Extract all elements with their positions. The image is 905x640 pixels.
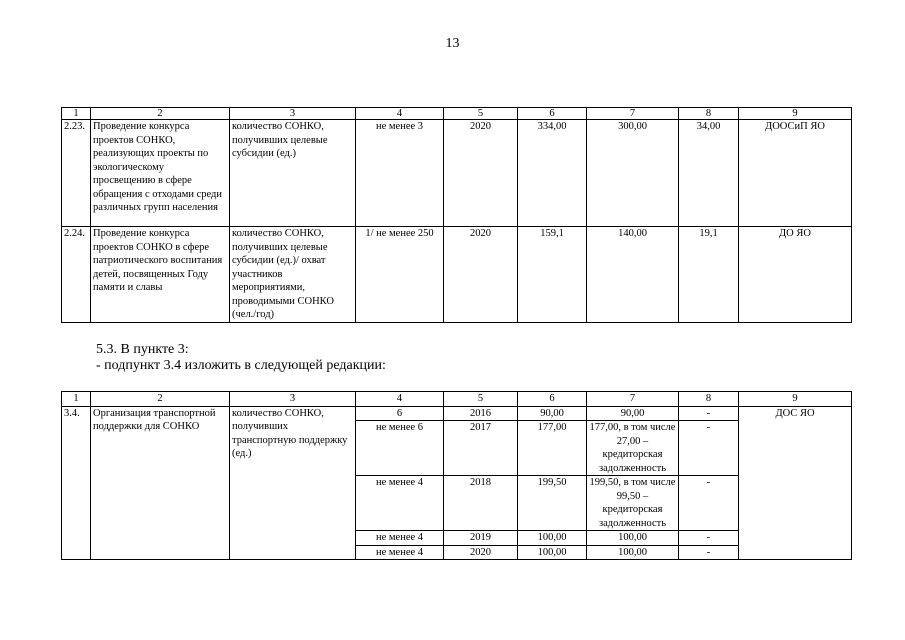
page-number: 13 <box>445 36 460 51</box>
measure-name-cell: Проведение конкурса проектов СОНКО, реализующих проекты по экологическому просвещению в сфере обращения с отходами среди различных групп населения <box>91 120 230 227</box>
header-cell: 5 <box>444 108 518 120</box>
budget1-cell: 177,00, в том числе 27,00 – кредиторская задолженность <box>587 421 679 476</box>
indicator-value-cell: не менее 4 <box>356 545 444 560</box>
amendment-paragraph: 5.3. В пункте 3: <box>96 342 189 357</box>
budget1-cell: 100,00 <box>587 545 679 560</box>
row-number-cell: 3.4. <box>62 406 91 560</box>
indicator-cell: количество СОНКО, получивших целевые субсидии (ед.) <box>230 120 356 227</box>
year-cell: 2019 <box>444 531 518 546</box>
header-cell: 3 <box>230 108 356 120</box>
indicator-cell: количество СОНКО, получивших транспортную поддержку (ед.) <box>230 406 356 560</box>
indicator-cell: количество СОНКО, получивших целевые субсидии (ед.)/ охват участников мероприятиями, проводимыми СОНКО (чел./год) <box>230 227 356 323</box>
row-number-cell: 2.24. <box>62 227 91 323</box>
year-cell: 2016 <box>444 406 518 421</box>
total-cell: 199,50 <box>518 476 587 531</box>
table-row <box>62 406 852 421</box>
header-cell: 5 <box>444 392 518 407</box>
row-number-cell: 2.23. <box>62 120 91 227</box>
header-cell: 9 <box>739 108 852 120</box>
budget1-cell: 100,00 <box>587 531 679 546</box>
amendment-subparagraph: - подпункт 3.4 изложить в следующей редакции: <box>96 358 386 373</box>
year-cell: 2017 <box>444 421 518 476</box>
budget2-cell: - <box>679 476 739 531</box>
budget2-cell: - <box>679 406 739 421</box>
header-cell: 1 <box>62 392 91 407</box>
table-header-row <box>62 108 852 120</box>
header-cell: 7 <box>587 108 679 120</box>
executor-cell: ДООСиП ЯО <box>739 120 852 227</box>
budget2-cell: - <box>679 421 739 476</box>
budget1-cell: 90,00 <box>587 406 679 421</box>
total-cell: 334,00 <box>518 120 587 227</box>
header-cell: 6 <box>518 108 587 120</box>
header-cell: 2 <box>91 108 230 120</box>
header-cell: 2 <box>91 392 230 407</box>
executor-cell: ДОС ЯО <box>739 406 852 560</box>
header-cell: 7 <box>587 392 679 407</box>
year-cell: 2020 <box>444 545 518 560</box>
header-cell: 4 <box>356 392 444 407</box>
budget2-cell: - <box>679 545 739 560</box>
total-cell: 177,00 <box>518 421 587 476</box>
total-cell: 100,00 <box>518 531 587 546</box>
header-cell: 9 <box>739 392 852 407</box>
header-cell: 8 <box>679 392 739 407</box>
indicator-value-cell: не менее 4 <box>356 531 444 546</box>
header-cell: 6 <box>518 392 587 407</box>
budget2-cell: - <box>679 531 739 546</box>
table-row <box>62 227 852 323</box>
total-cell: 90,00 <box>518 406 587 421</box>
measures-table-2 <box>61 391 852 560</box>
budget1-cell: 199,50, в том числе 99,50 – кредиторская задолженность <box>587 476 679 531</box>
indicator-value-cell: не менее 3 <box>356 120 444 227</box>
budget2-cell: 19,1 <box>679 227 739 323</box>
budget2-cell: 34,00 <box>679 120 739 227</box>
header-cell: 1 <box>62 108 91 120</box>
executor-cell: ДО ЯО <box>739 227 852 323</box>
measure-name-cell: Проведение конкурса проектов СОНКО в сфере патриотического воспитания детей, посвященных Году памяти и славы <box>91 227 230 323</box>
header-cell: 4 <box>356 108 444 120</box>
total-cell: 159,1 <box>518 227 587 323</box>
year-cell: 2020 <box>444 227 518 323</box>
indicator-value-cell: не менее 4 <box>356 476 444 531</box>
indicator-value-cell: не менее 6 <box>356 421 444 476</box>
table-header-row <box>62 392 852 407</box>
header-cell: 3 <box>230 392 356 407</box>
budget1-cell: 140,00 <box>587 227 679 323</box>
year-cell: 2018 <box>444 476 518 531</box>
header-cell: 8 <box>679 108 739 120</box>
measures-table-1 <box>61 107 852 323</box>
total-cell: 100,00 <box>518 545 587 560</box>
measure-name-cell: Организация транспортной поддержки для СОНКО <box>91 406 230 560</box>
table-row <box>62 120 852 227</box>
budget1-cell: 300,00 <box>587 120 679 227</box>
year-cell: 2020 <box>444 120 518 227</box>
indicator-value-cell: 6 <box>356 406 444 421</box>
indicator-value-cell: 1/ не менее 250 <box>356 227 444 323</box>
